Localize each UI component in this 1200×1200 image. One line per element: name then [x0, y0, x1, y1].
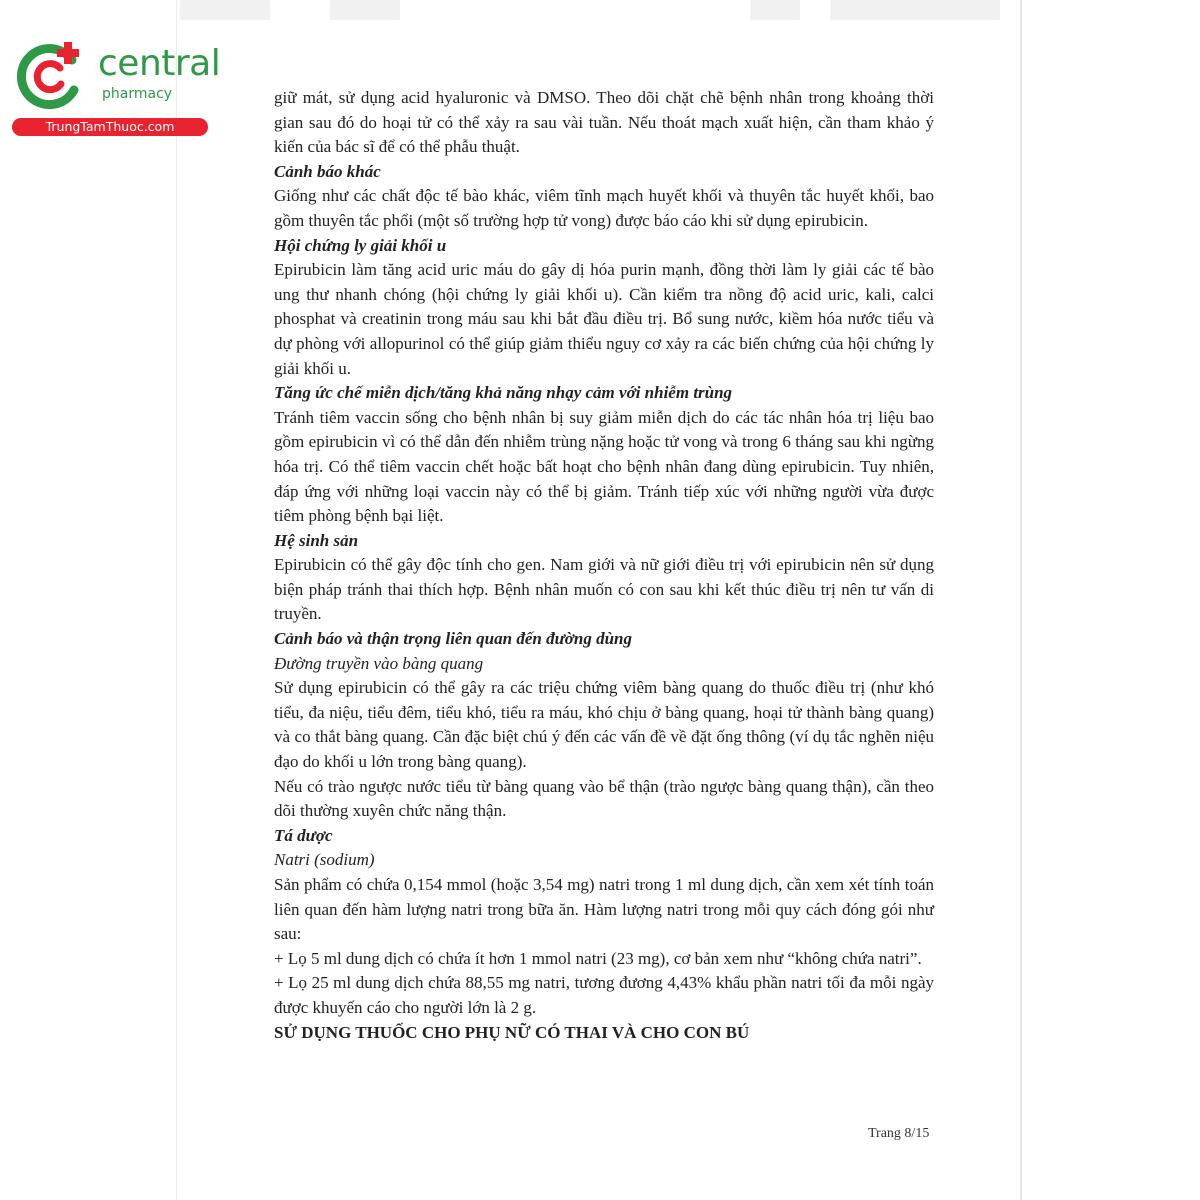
- scan-artifact-top: [180, 0, 1020, 22]
- brand-name: central: [98, 43, 221, 84]
- heading-pregnancy: SỬ DỤNG THUỐC CHO PHỤ NỮ CÓ THAI VÀ CHO CON BÚ: [274, 1022, 750, 1042]
- page-edge-left: [176, 0, 177, 1200]
- paragraph-tumor-lysis: Epirubicin làm tăng acid uric máu do gây dị hóa purin mạnh, đồng thời làm ly giải các tế bào ung thư nhanh chóng (hội chứng ly giải khối u). Cần kiểm tra nồng độ acid uric, kali, calci phosphat và creatinin trong máu sau khi bắt đầu điều trị. Bổ sung nước, kiềm hóa nước tiểu và dự phòng với allopurinol có thể giúp giảm thiểu nguy cơ xảy ra các biến chứng của hội chứng ly giải khối u.: [274, 260, 934, 378]
- heading-route-warnings: Cảnh báo và thận trọng liên quan đến đường dùng: [274, 629, 632, 649]
- paragraph-reproductive: Epirubicin có thể gây độc tính cho gen. Nam giới và nữ giới điều trị với epirubicin nên sử dụng biện pháp tránh thai thích hợp. Bệnh nhân muốn có con sau khi kết thúc điều trị nên tư vấn di truyền.: [274, 555, 934, 624]
- heading-reproductive: Hệ sinh sản: [274, 530, 359, 550]
- paragraph-sodium: Sản phẩm có chứa 0,154 mmol (hoặc 3,54 mg) natri trong 1 ml dung dịch, cần xem xét tính toán liên quan đến hàm lượng natri trong bữa ăn. Hàm lượng natri trong mỗi quy cách đóng gói như sau:: [274, 875, 934, 944]
- paragraph-intravesical-1: Sử dụng epirubicin có thể gây ra các triệu chứng viêm bàng quang do thuốc điều trị (như khó tiểu, đa niệu, tiểu đêm, tiểu khó, tiểu ra máu, khó chịu ở bàng quang, hoại tử thành bàng quang) và co thắt bàng quang. Cần đặc biệt chú ý đến các vấn đề về đặt ống thông (ví dụ tắc nghẽn niệu đạo do khối u lớn trong bàng quang).: [274, 678, 934, 772]
- list-item-vial-25ml: + Lọ 25 ml dung dịch chứa 88,55 mg natri, tương đương 4,43% khẩu phần natri tối đa mỗi ngày được khuyến cáo cho người lớn là 2 g.: [274, 973, 934, 1017]
- paragraph-immunosuppression: Tránh tiêm vaccin sống cho bệnh nhân bị suy giảm miễn dịch do các tác nhân hóa trị liệu bao gồm epirubicin vì có thể dẫn đến nhiễm trùng nặng hoặc tử vong và trong 6 tháng sau khi ngừng hóa trị. Có thể tiêm vaccin chết hoặc bất hoạt cho bệnh nhân đang dùng epirubicin. Tuy nhiên, đáp ứng với những loại vaccin này có thể bị giảm. Tránh tiếp xúc với những người vừa được tiêm phòng bệnh bại liệt.: [274, 407, 934, 526]
- page-number: Trang 8/15: [868, 1126, 930, 1141]
- brand-subtitle: pharmacy: [102, 86, 173, 102]
- pharmacy-logo-icon: [12, 38, 88, 114]
- document-body: [274, 86, 934, 1045]
- domain-badge: TrungTamThuoc.com: [12, 118, 208, 136]
- paragraph-intravesical-2: Nếu có trào ngược nước tiểu từ bàng quang vào bể thận (trào ngược bàng quang thận), cần theo dõi thường xuyên chức năng thận.: [274, 776, 934, 821]
- heading-immunosuppression: Tăng ức chế miễn dịch/tăng khả năng nhạy cảm với nhiễm trùng: [274, 383, 733, 403]
- page-edge-right: [1020, 0, 1022, 1200]
- paragraph-intro: giữ mát, sử dụng acid hyaluronic và DMSO. Theo dõi chặt chẽ bệnh nhân trong khoảng thời gian sau đó do hoại tử có thể xảy ra sau vài tuần. Nếu thoát mạch xuất hiện, cần tham khảo ý kiến của bác sĩ để có thể phẫu thuật.: [274, 88, 934, 157]
- subheading-sodium: Natri (sodium): [274, 850, 375, 870]
- heading-other-warnings: Cảnh báo khác: [274, 161, 381, 181]
- heading-tumor-lysis: Hội chứng ly giải khối u: [274, 235, 447, 255]
- heading-excipients: Tá dược: [274, 825, 333, 845]
- paragraph-other-warnings: Giống như các chất độc tế bào khác, viêm tĩnh mạch huyết khối và thuyên tắc huyết khối, bao gồm thuyên tắc phổi (một số trường hợp tử vong) được báo cáo khi sử dụng epirubicin.: [274, 186, 934, 230]
- subheading-intravesical: Đường truyền vào bàng quang: [274, 653, 484, 673]
- central-pharmacy-logo: [10, 38, 220, 138]
- list-item-vial-5ml: + Lọ 5 ml dung dịch có chứa ít hơn 1 mmol natri (23 mg), cơ bản xem như “không chứa natri”.: [274, 948, 922, 968]
